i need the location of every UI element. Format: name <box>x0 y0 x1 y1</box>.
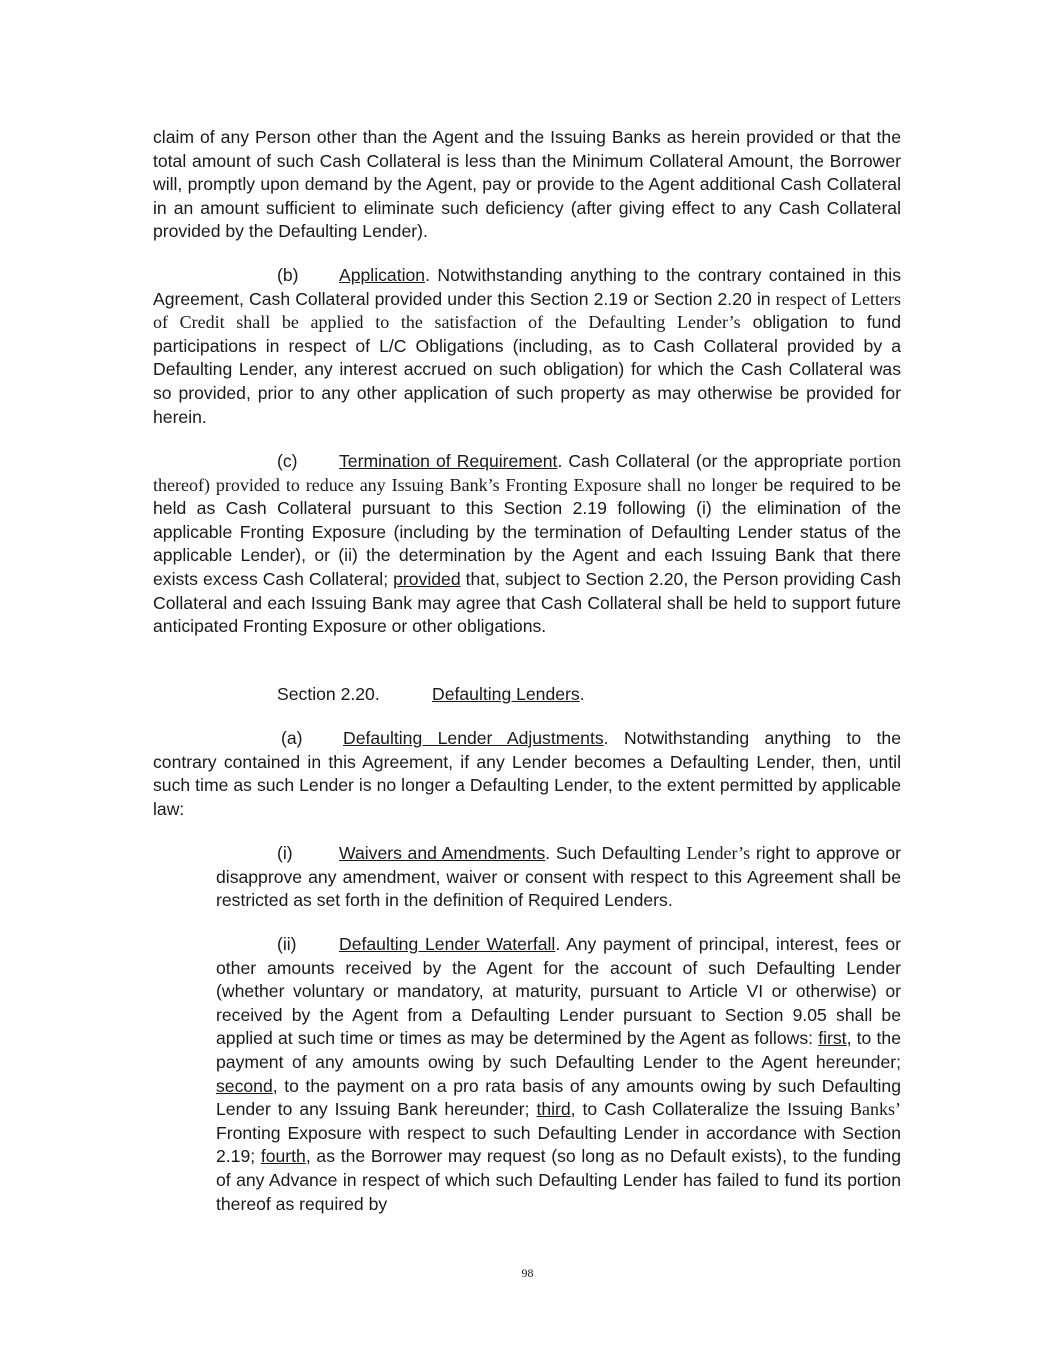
section-number: Section 2.20. <box>277 684 380 704</box>
term-fourth: fourth <box>260 1146 306 1167</box>
paragraph-text-serif: Banks’ <box>849 1099 901 1120</box>
paragraph-text: . Cash Collateral (or the appropriate <box>557 451 850 471</box>
paragraph-label: (c) <box>277 451 298 471</box>
section-heading <box>277 683 585 707</box>
paragraph-text-serif: Lender’s <box>686 843 751 863</box>
provided-term: provided <box>393 568 461 589</box>
term-third: third <box>536 1099 571 1120</box>
paragraph-heading: Defaulting Lender Adjustments <box>343 728 604 748</box>
paragraph-text: , as the Borrower may request (so long as no Default exists), to the funding of any Advance in respect of which such Defaulting Lender has failed to fund its portion thereof as required by <box>216 1146 901 1214</box>
paragraph-heading: Defaulting Lender Waterfall <box>339 934 556 954</box>
paragraph-text: Fronting Exposure with respect to such Defaulting Lender in accordance with Section 2.19; <box>216 1122 901 1167</box>
paragraph-text: that, subject to Section 2.20, the Person providing Cash Collateral and each Issuing Bank may agree that Cash Collateral shall be held to support future anticipated Fronting Exposure or other obligations. <box>153 568 901 637</box>
section-title: Defaulting Lenders <box>432 684 580 704</box>
paragraph-ii-waterfall <box>216 933 901 1216</box>
paragraph-a-adjustments <box>153 727 901 821</box>
paragraph-text: be required to be held as Cash Collateral pursuant to this Section 2.19 following (i) the elimination of the applicable Fronting Exposure (including by the termination of Defaulting Lender status of the applicable Lender), or (ii) the determination by the Agent and each Issuing Bank that there exists excess Cash Collateral; <box>153 474 901 589</box>
term-second: second <box>216 1075 273 1096</box>
paragraph-heading: Termination of Requirement <box>339 451 558 471</box>
term-first: first <box>818 1028 847 1049</box>
paragraph-label: (i) <box>277 843 293 863</box>
paragraph-text: obligation to fund participations in respect of L/C Obligations (including, as to Cash Collateral provided by a Defaulting Lender, any interest accrued on such obligation) for which the Cash Collateral was so provided, prior to any other application of such property as may otherwise be provided for herein. <box>153 312 901 427</box>
paragraph-heading: Waivers and Amendments <box>339 843 546 863</box>
paragraph-heading: Application <box>339 265 426 285</box>
paragraph-text: right to approve or disapprove any amendment, waiver or consent with respect to this Agreement shall be restricted as set forth in the definition of Required Lenders. <box>216 843 901 911</box>
paragraph-text: . Any payment of principal, interest, fees or other amounts received by the Agent for the account of such Defaulting Lender (whether voluntary or mandatory, at maturity, pursuant to Article VI or otherwise) or received by the Agent from a Defaulting Lender pursuant to Section 9.05 shall be applied at such time or times as may be determined by the Agent as follows: <box>216 934 901 1049</box>
paragraph-continuation <box>153 126 901 244</box>
paragraph-text-serif: portion thereof) provided to reduce any Issuing Bank’s Fronting Exposure shall no longer <box>153 451 902 495</box>
paragraph-text: , to the payment on a pro rata basis of any amounts owing by such Defaulting Lender to any Issuing Bank hereunder; <box>216 1075 901 1120</box>
section-period: . <box>579 684 585 704</box>
paragraph-text: . Notwithstanding anything to the contrary contained in this Agreement, if any Lender becomes a Defaulting Lender, then, until such time as such Lender is no longer a Defaulting Lender, to the extent permitted by applicable law: <box>153 728 901 819</box>
paragraph-label: (ii) <box>277 934 297 954</box>
paragraph-c-termination <box>153 450 901 639</box>
paragraph-text: , to the payment of any amounts owing by such Defaulting Lender to the Agent hereunder; <box>216 1028 901 1072</box>
paragraph-text-serif: respect of Letters of Credit shall be applied to the satisfaction of the Defaulting Lender’s <box>153 288 901 333</box>
paragraph-label: (a) <box>281 728 303 748</box>
paragraph-text: . Such Defaulting <box>545 843 687 863</box>
page-number: 98 <box>521 1266 534 1280</box>
paragraph-label: (b) <box>277 265 299 285</box>
paragraph-i-waivers <box>216 842 901 913</box>
paragraph-text: . Notwithstanding anything to the contrary contained in this Agreement, Cash Collateral provided under this Section 2.19 or Section 2.20 in <box>153 265 901 309</box>
paragraph-text: , to Cash Collateralize the Issuing <box>570 1099 850 1120</box>
paragraph-b-application <box>153 264 901 429</box>
paragraph-text: claim of any Person other than the Agent and the Issuing Banks as herein provided or that the total amount of such Cash Collateral is less than the Minimum Collateral Amount, the Borrower will, promptly upon demand by the Agent, pay or provide to the Agent additional Cash Collateral in an amount sufficient to eliminate such deficiency (after giving effect to any Cash Collateral provided by the Defaulting Lender). <box>153 127 901 242</box>
